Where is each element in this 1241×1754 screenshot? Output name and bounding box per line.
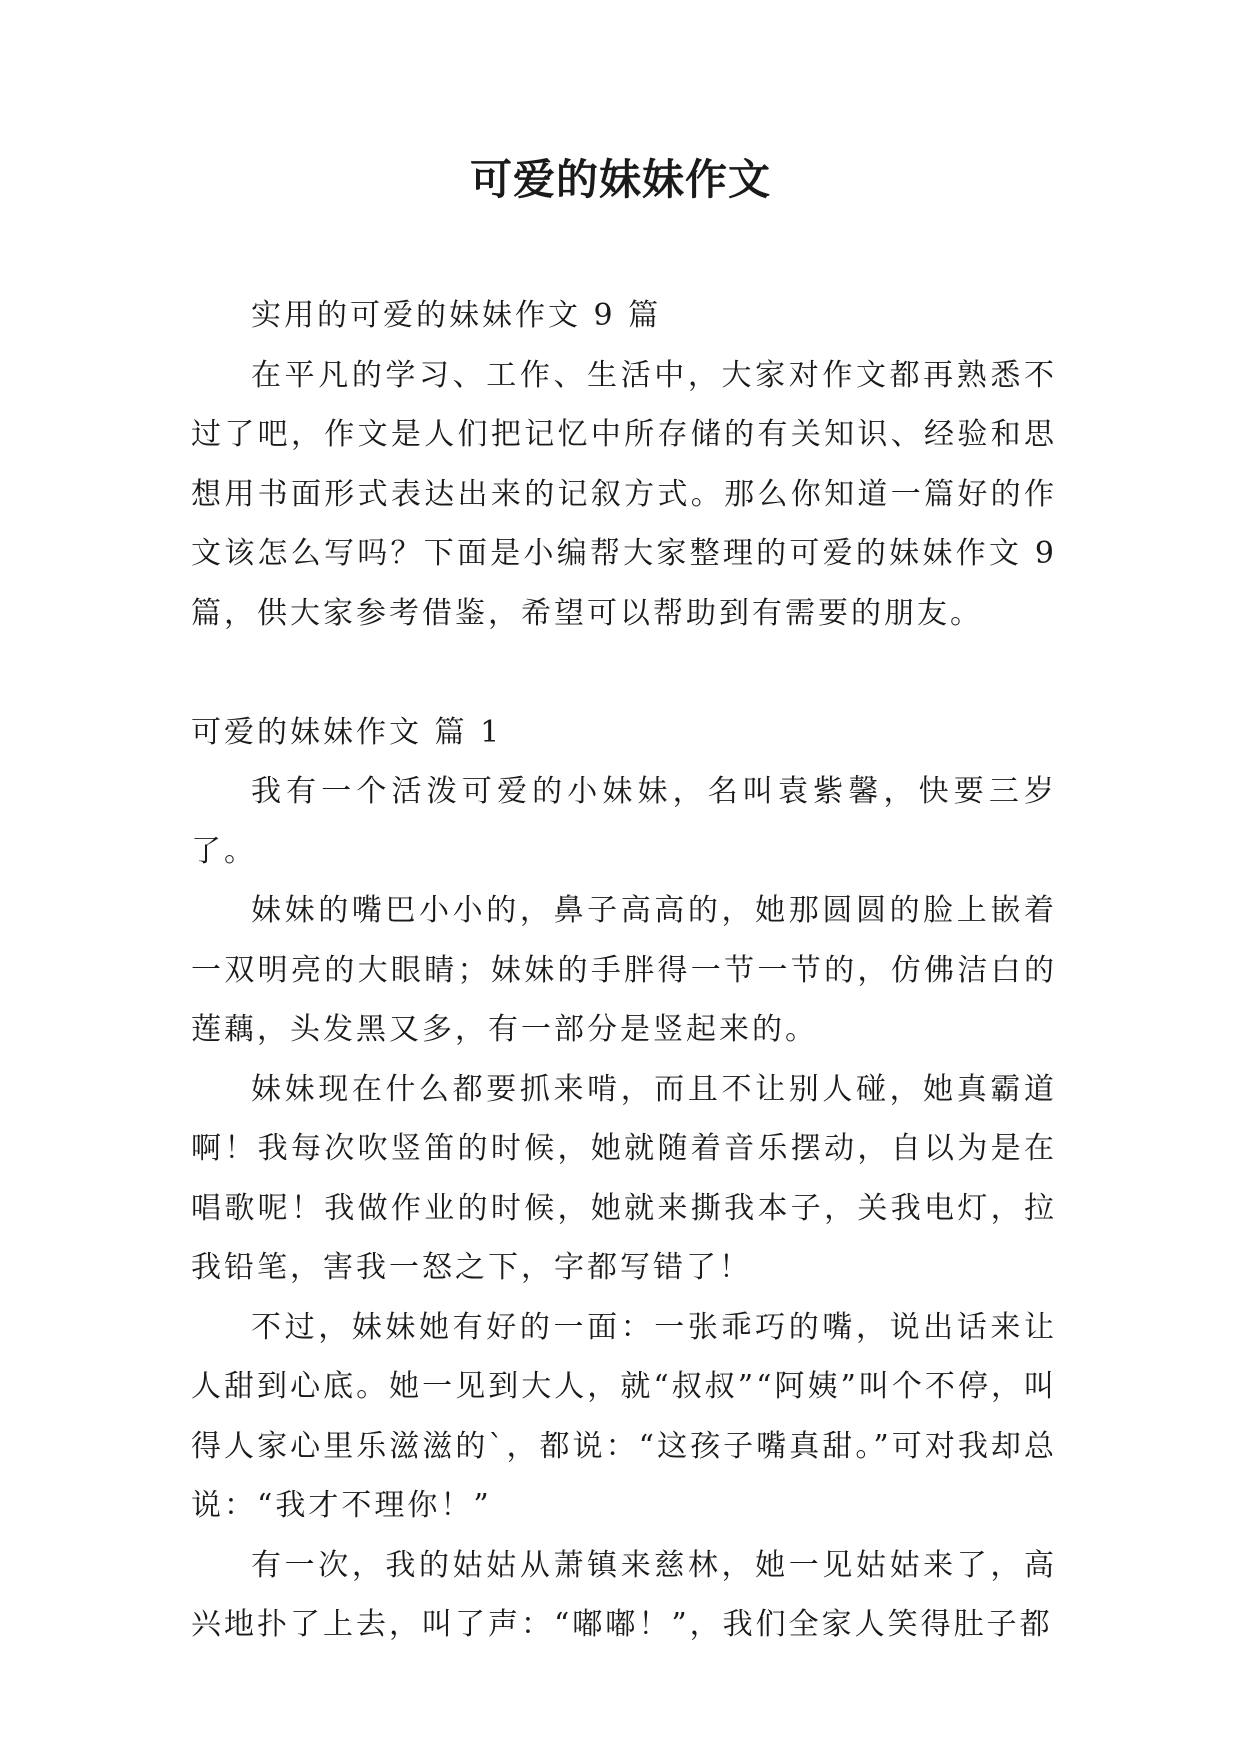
document-title: 可爱的妹妹作文 (469, 155, 771, 204)
paragraph: 有一次，我的姑姑从萧镇来慈林，她一见姑姑来了，高兴地扑了上去，叫了声：“嘟嘟！”，我们全家人笑得肚子都 (191, 1547, 1057, 1642)
paragraph-gap (191, 643, 1057, 703)
subtitle: 实用的可爱的妹妹作文 9 篇 (251, 298, 662, 333)
paragraph: 不过，妹妹她有好的一面：一张乖巧的嘴，说出话来让人甜到心底。她一见到大人，就“叔叔”“阿姨”叫个不停，叫得人家心里乐滋滋的`，都说：“这孩子嘴真甜。”可对我却总说：“我才不理你！” (191, 1309, 1057, 1523)
intro-paragraph: 在平凡的学习、工作、生活中，大家对作文都再熟悉不过了吧，作文是人们把记忆中所存储的有关知识、经验和思想用书面形式表达出来的记叙方式。那么你知道一篇好的作文该怎么写吗？下面是小编帮大家整理的可爱的妹妹作文 9 篇，供大家参考借鉴，希望可以帮助到有需要的朋友。 (191, 357, 1057, 631)
paragraph: 妹妹现在什么都要抓来啃，而且不让别人碰，她真霸道啊！我每次吹竖笛的时候，她就随着音乐摆动，自以为是在唱歌呢！我做作业的时候，她就来撕我本子，关我电灯，拉我铅笔，害我一怒之下，字都写错了！ (191, 1071, 1057, 1285)
document-body (191, 286, 1057, 1655)
paragraph: 我有一个活泼可爱的小妹妹，名叫袁紫馨，快要三岁了。 (191, 774, 1057, 869)
section-heading: 可爱的妹妹作文 篇 1 (191, 714, 503, 750)
paragraph: 妹妹的嘴巴小小的，鼻子高高的，她那圆圆的脸上嵌着一双明亮的大眼睛；妹妹的手胖得一节一节的，仿佛洁白的莲藕，头发黑又多，有一部分是竖起来的。 (191, 893, 1057, 1047)
